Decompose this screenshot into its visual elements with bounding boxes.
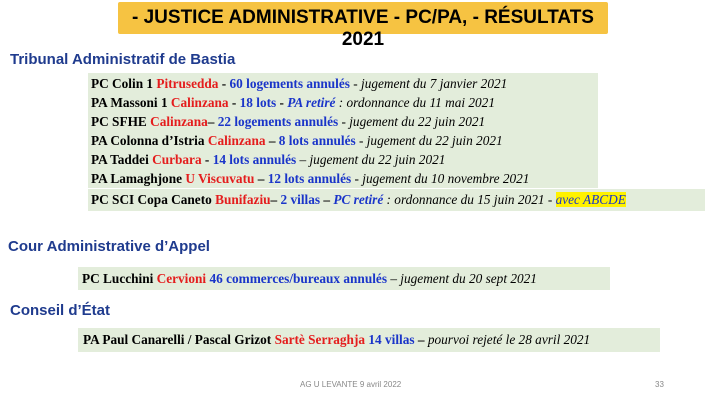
case-name: PC SFHE [91,114,151,129]
tribunal-line-6 [91,171,529,187]
result: 14 lots annulés [212,152,297,167]
tribunal-line-2 [91,95,495,111]
footer-text: AG U LEVANTE 9 avril 2022 [300,380,402,389]
result: 8 lots annulés [278,133,356,148]
separator: – [414,332,428,347]
case-name: PA Taddei [91,152,153,167]
case-name: PA Lamaghjone [91,171,186,186]
tribunal-line-4 [91,133,503,149]
result: 14 villas [368,332,415,347]
tribunal-line-5 [91,152,445,168]
separator: – [270,192,281,207]
result: 12 lots annulés [267,171,352,186]
decision: : ordonnance du 11 mai 2021 [335,95,495,110]
sci-box [88,189,705,211]
separator: - [276,95,288,110]
separator: - [218,76,230,91]
tribunal-line-1 [91,76,507,92]
section-tribunal: Tribunal Administratif de Bastia [10,51,236,68]
decision: - jugement du 22 juin 2021 [338,114,486,129]
decision: – jugement du 20 sept 2021 [387,271,537,286]
highlight-note: avec ABCDE [555,192,626,207]
decision: : ordonnance du 15 juin 2021 - [383,192,556,207]
separator: - [228,95,240,110]
separator: – [265,133,279,148]
separator: – [207,114,218,129]
case-name: PC Colin 1 [91,76,157,91]
result: 46 commerces/bureaux annulés [209,271,387,286]
sci-line [91,192,626,208]
withdrawn: PA retiré [287,95,336,110]
commune: Sartè Serraghja [274,332,366,347]
decision: pourvoi rejeté le 28 avril 2021 [427,332,591,347]
separator: - [201,152,213,167]
commune: Cervioni [156,271,207,286]
cour-line [82,271,537,287]
case-name: PC Lucchini [82,271,157,286]
case-name: PA Paul Canarelli / Pascal Grizot [83,332,275,347]
page-number: 33 [655,380,664,389]
commune: Bunifaziu [215,192,271,207]
decision: - jugement du 7 janvier 2021 [349,76,508,91]
decision: - jugement du 10 novembre 2021 [351,171,530,186]
decision: – jugement du 22 juin 2021 [296,152,446,167]
tribunal-line-3 [91,114,485,130]
separator: – [320,192,334,207]
commune: U Viscuvatu [185,171,255,186]
withdrawn: PC retiré [333,192,384,207]
section-conseil: Conseil d’État [10,302,111,319]
result: 2 villas [280,192,321,207]
page-title: - JUSTICE ADMINISTRATIVE - PC/PA, - RÉSULTATS 2021 [132,7,594,50]
result: 60 logements annulés [229,76,350,91]
conseil-box [78,328,660,352]
title-bar [118,2,608,50]
commune: Calinzana [207,133,266,148]
commune: Curbara [152,152,202,167]
case-name: PC SCI Copa Caneto [91,192,216,207]
case-name: PA Massoni 1 [91,95,171,110]
conseil-line [83,332,590,348]
cour-box [78,267,610,290]
result: 18 lots [239,95,277,110]
case-name: PA Colonna d’Istria [91,133,208,148]
result: 22 logements annulés [217,114,339,129]
separator: – [254,171,268,186]
decision: - jugement du 22 juin 2021 [355,133,503,148]
commune: Calinzana [170,95,229,110]
commune: Pitrusedda [156,76,219,91]
tribunal-box [88,73,598,188]
section-cour: Cour Administrative d’Appel [8,238,210,255]
commune: Calinzana [150,114,208,129]
